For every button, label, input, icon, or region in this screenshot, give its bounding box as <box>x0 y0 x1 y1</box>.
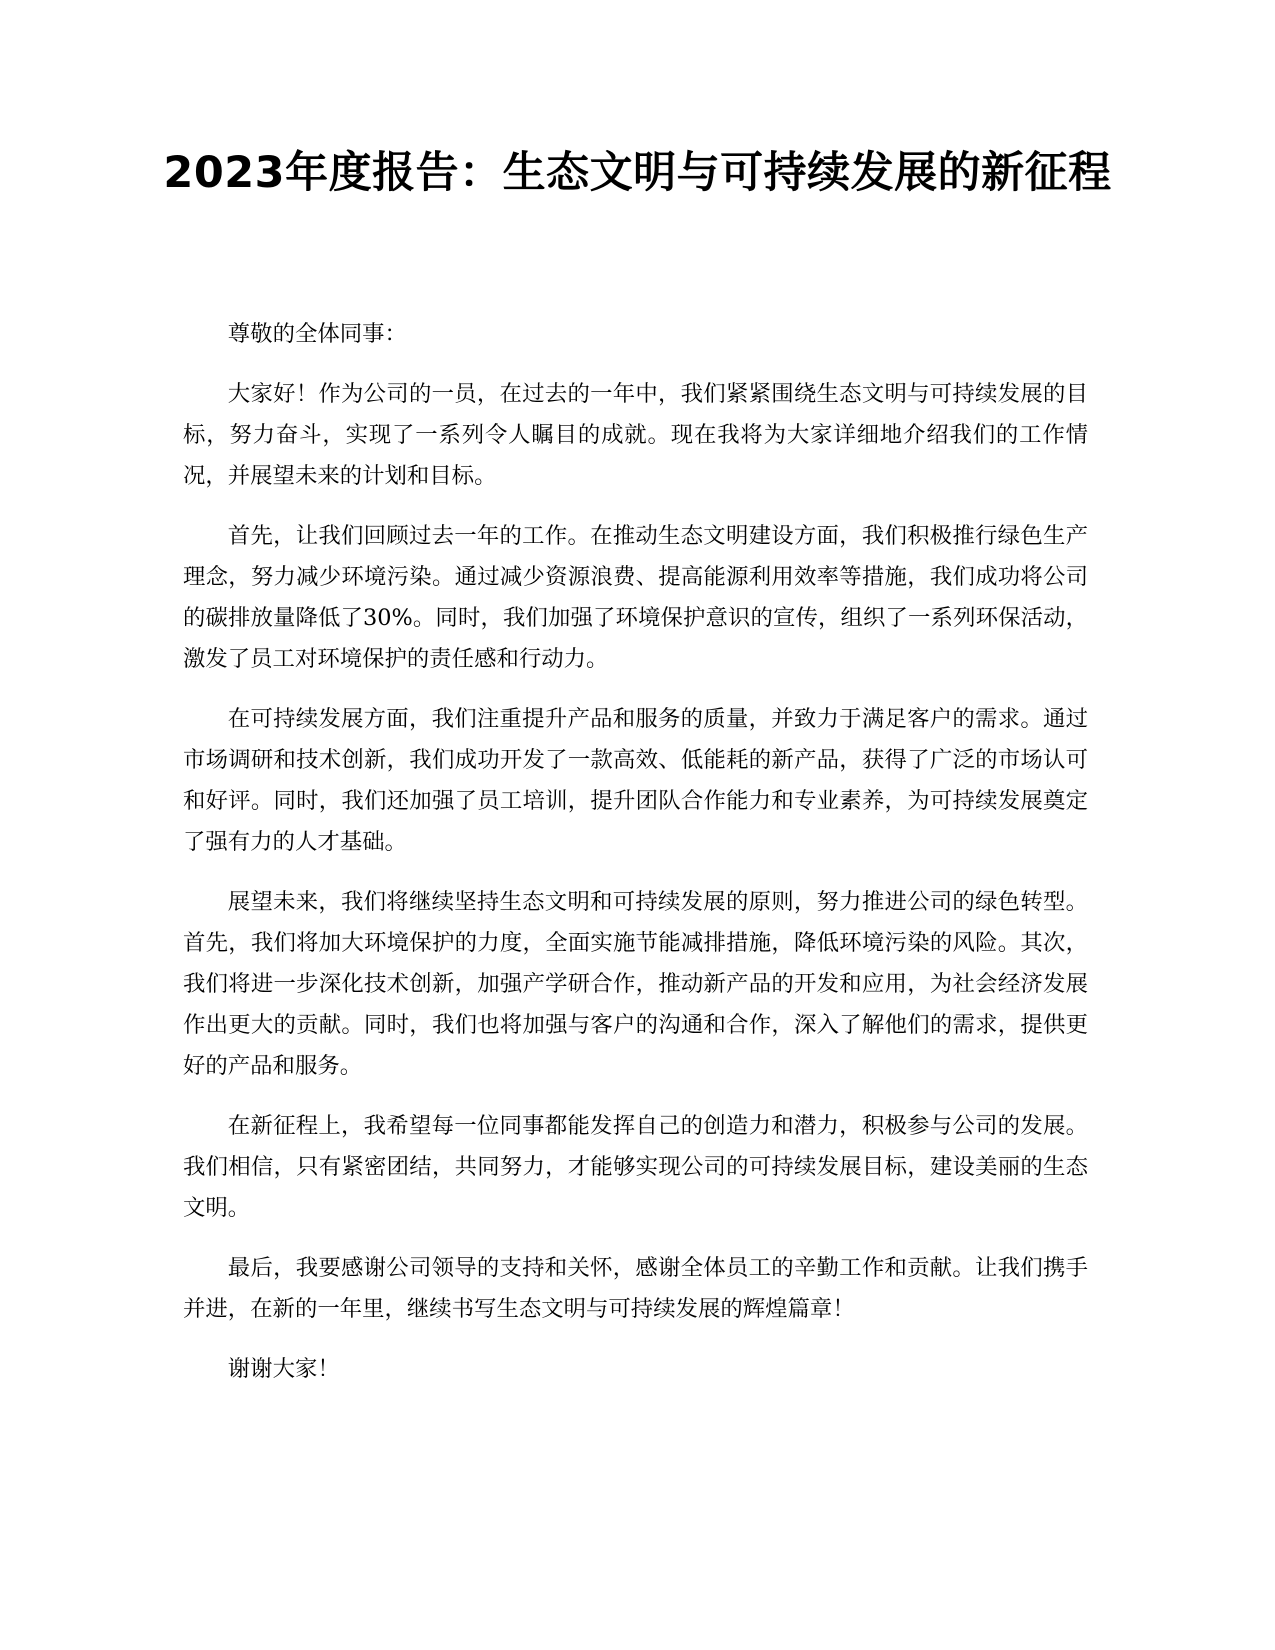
closing-line: 谢谢大家！ <box>227 1356 340 1382</box>
document-title: 2023年度报告：生态文明与可持续发展的新征程 <box>163 148 1112 198</box>
body-paragraph: 最后，我要感谢公司领导的支持和关怀，感谢全体员工的辛勤工作和贡献。让我们携手并进，在新的一年里，继续书写生态文明与可持续发展的辉煌篇章！ <box>183 1255 1088 1322</box>
body-paragraph: 在可持续发展方面，我们注重提升产品和服务的质量，并致力于满足客户的需求。通过市场调研和技术创新，我们成功开发了一款高效、低能耗的新产品，获得了广泛的市场认可和好评。同时，我们还加强了员工培训，提升团队合作能力和专业素养，为可持续发展奠定了强有力的人才基础。 <box>183 706 1088 855</box>
body-paragraph: 在新征程上，我希望每一位同事都能发挥自己的创造力和潜力，积极参与公司的发展。我们相信，只有紧密团结，共同努力，才能够实现公司的可持续发展目标，建设美丽的生态文明。 <box>183 1113 1088 1221</box>
document-body <box>183 314 1088 1409</box>
body-paragraph: 首先，让我们回顾过去一年的工作。在推动生态文明建设方面，我们积极推行绿色生产理念，努力减少环境污染。通过减少资源浪费、提高能源利用效率等措施，我们成功将公司的碳排放量降低了30%。同时，我们加强了环境保护意识的宣传，组织了一系列环保活动，激发了员工对环境保护的责任感和行动力。 <box>183 523 1088 672</box>
body-paragraph: 展望未来，我们将继续坚持生态文明和可持续发展的原则，努力推进公司的绿色转型。首先，我们将加大环境保护的力度，全面实施节能减排措施，降低环境污染的风险。其次，我们将进一步深化技术创新，加强产学研合作，推动新产品的开发和应用，为社会经济发展作出更大的贡献。同时，我们也将加强与客户的沟通和合作，深入了解他们的需求，提供更好的产品和服务。 <box>183 889 1088 1079</box>
body-paragraph: 大家好！作为公司的一员，在过去的一年中，我们紧紧围绕生态文明与可持续发展的目标，努力奋斗，实现了一系列令人瞩目的成就。现在我将为大家详细地介绍我们的工作情况，并展望未来的计划和目标。 <box>183 381 1088 489</box>
salutation: 尊敬的全体同事： <box>227 321 407 347</box>
